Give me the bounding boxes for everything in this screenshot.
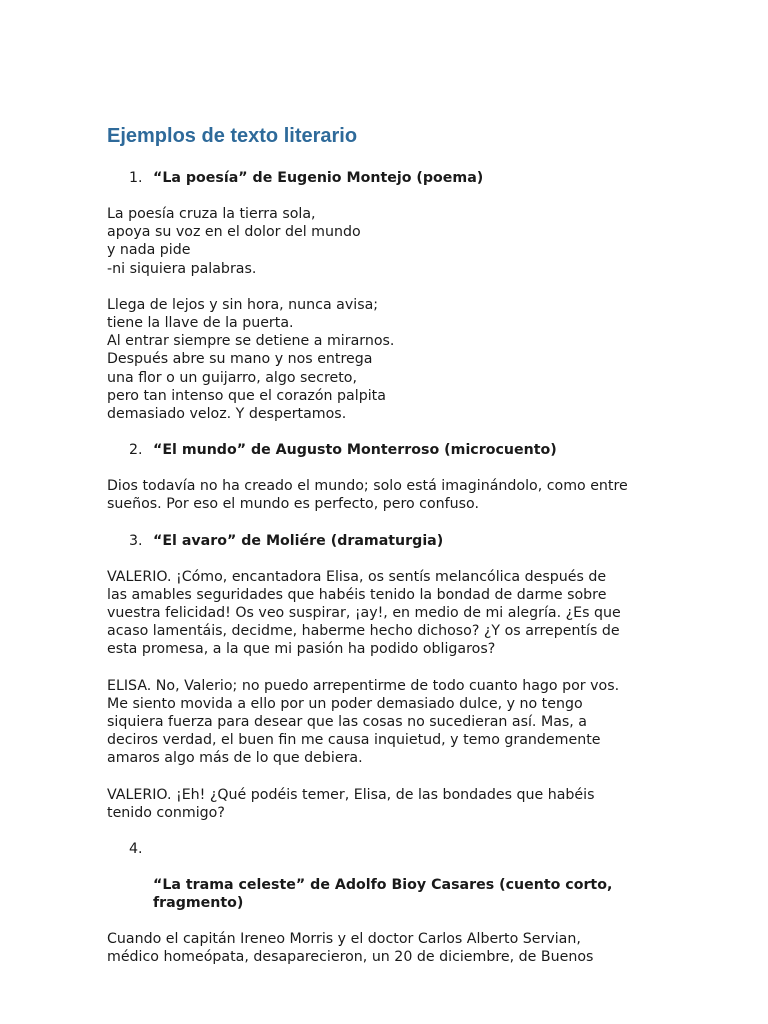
section-heading-text: “El avaro” de Moliére (dramaturgia): [153, 532, 444, 549]
section-heading-4: [107, 840, 667, 912]
section-heading-text: “El mundo” de Augusto Monterroso (microcuento): [153, 442, 557, 459]
section-heading-3: [107, 532, 667, 550]
paragraph: Dios todavía no ha creado el mundo; solo está imaginándolo, como entre sueños. Por eso el mundo es perfecto, pero confuso.: [107, 478, 628, 513]
section-number: 3.: [129, 532, 143, 549]
section-number: 1.: [129, 170, 143, 186]
paragraph: La poesía cruza la tierra sola, apoya su voz en el dolor del mundo y nada pide -ni siquiera palabras.: [107, 206, 361, 277]
paragraph: ELISA. No, Valerio; no puedo arrepentirme de todo cuanto hago por vos. Me siento movida a ello por un poder demasiado dulce, y no tengo siquiera fuerza para desear que las cosas no sucedieran así. Mas, a deciros verdad, el buen fin me causa inquietud, y temo grandemente amaros algo más de lo que debiera.: [107, 677, 620, 767]
paragraph: Llega de lejos y sin hora, nunca avisa; tiene la llave de la puerta. Al entrar siempre se detiene a mirarnos. Después abre su mano y nos entrega una flor o un guijarro, algo secreto, pero tan intenso que el corazón palpita demasiado veloz. Y despertamos.: [107, 296, 395, 423]
section-heading-text: “La trama celeste” de Adolfo Bioy Casares (cuento corto, fragmento): [153, 877, 613, 912]
section-number: 2.: [129, 442, 143, 459]
section-heading-1: [107, 169, 667, 187]
paragraph: VALERIO. ¡Cómo, encantadora Elisa, os sentís melancólica después de las amables seguridades que habéis tenido la bondad de darme sobre vuestra felicidad! Os veo suspirar, ¡ay!, en medio de mi alegría. ¿Es que acaso lamentáis, decidme, haberme hecho dichoso? ¿Y os arrepentís de esta promesa, a la que mi pasión ha podido obligaros?: [107, 568, 621, 658]
paragraph: Cuando el capitán Ireneo Morris y el doctor Carlos Alberto Servian, médico homeópata, desaparecieron, un 20 de diciembre, de Buenos: [107, 931, 594, 966]
document-page: [107, 121, 667, 984]
section-heading-text: “La poesía” de Eugenio Montejo (poema): [153, 170, 484, 186]
document-title: Ejemplos de texto literario: [107, 125, 358, 147]
section-number: 4.: [129, 841, 143, 858]
section-heading-2: [107, 441, 667, 459]
paragraph: VALERIO. ¡Eh! ¿Qué podéis temer, Elisa, de las bondades que habéis tenido conmigo?: [107, 786, 595, 821]
